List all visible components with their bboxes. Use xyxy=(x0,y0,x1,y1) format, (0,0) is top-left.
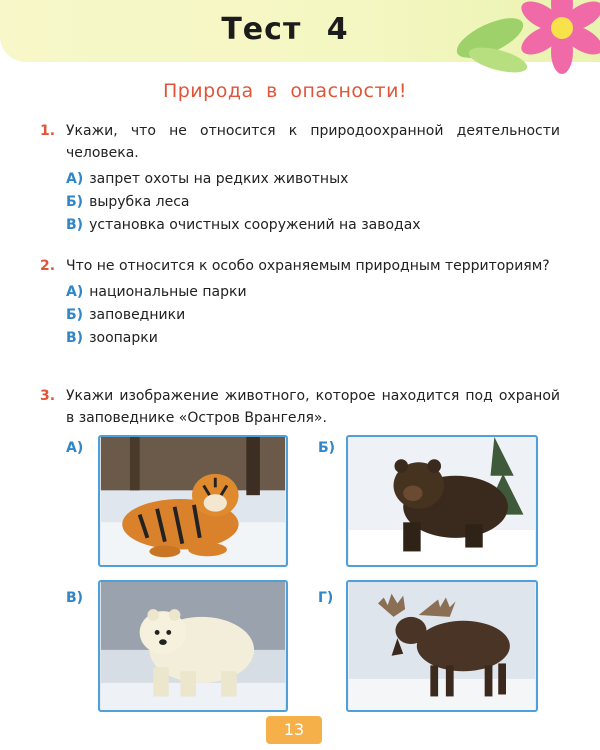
option-text: запрет охоты на редких животных xyxy=(89,171,349,187)
option-letter: А) xyxy=(66,171,84,187)
answer-option-a[interactable] xyxy=(66,281,560,304)
option-letter: Б) xyxy=(66,194,84,210)
answer-option-v[interactable] xyxy=(66,214,560,237)
question-text: Что не относится к особо охраняемым природным территориям? xyxy=(66,258,550,274)
question-1 xyxy=(40,120,560,237)
image-option-polar-bear[interactable] xyxy=(98,580,288,712)
option-text: установка очистных сооружений на заводах xyxy=(89,217,421,233)
brown-bear-picture-icon xyxy=(348,437,536,565)
option-text: зоопарки xyxy=(89,330,158,346)
answer-options xyxy=(66,168,560,237)
option-text: заповедники xyxy=(89,307,186,323)
tiger-picture-icon xyxy=(100,437,286,565)
image-option-tiger[interactable] xyxy=(98,435,288,567)
answer-options xyxy=(66,281,560,350)
image-option-moose[interactable] xyxy=(346,580,538,712)
question-3 xyxy=(40,385,560,429)
moose-picture-icon xyxy=(348,582,536,710)
question-number: 3. xyxy=(40,388,56,404)
question-number: 1. xyxy=(40,123,56,139)
question-number: 2. xyxy=(40,258,56,274)
image-option-label: А) xyxy=(66,440,84,456)
option-text: национальные парки xyxy=(89,284,247,300)
option-letter: А) xyxy=(66,284,84,300)
option-letter: В) xyxy=(66,330,84,346)
option-letter: Б) xyxy=(66,307,84,323)
image-option-brown-bear[interactable] xyxy=(346,435,538,567)
polar-bear-picture-icon xyxy=(100,582,286,710)
image-option-label: Г) xyxy=(318,590,334,606)
answer-option-v[interactable] xyxy=(66,327,560,350)
image-option-label: В) xyxy=(66,590,84,606)
question-text: Укажи, что не относится к природоохранной деятельности человека. xyxy=(66,123,560,161)
page-title: Тест 4 xyxy=(221,12,349,47)
page-number: 13 xyxy=(266,716,322,744)
option-letter: В) xyxy=(66,217,84,233)
image-option-label: Б) xyxy=(318,440,336,456)
question-2 xyxy=(40,255,560,350)
option-text: вырубка леса xyxy=(89,194,190,210)
answer-option-b[interactable] xyxy=(66,191,560,214)
answer-option-a[interactable] xyxy=(66,168,560,191)
test-subtitle: Природа в опасности! xyxy=(162,80,408,102)
answer-option-b[interactable] xyxy=(66,304,560,327)
question-text: Укажи изображение животного, которое находится под охраной в заповеднике «Остров Врангеля». xyxy=(66,388,560,426)
